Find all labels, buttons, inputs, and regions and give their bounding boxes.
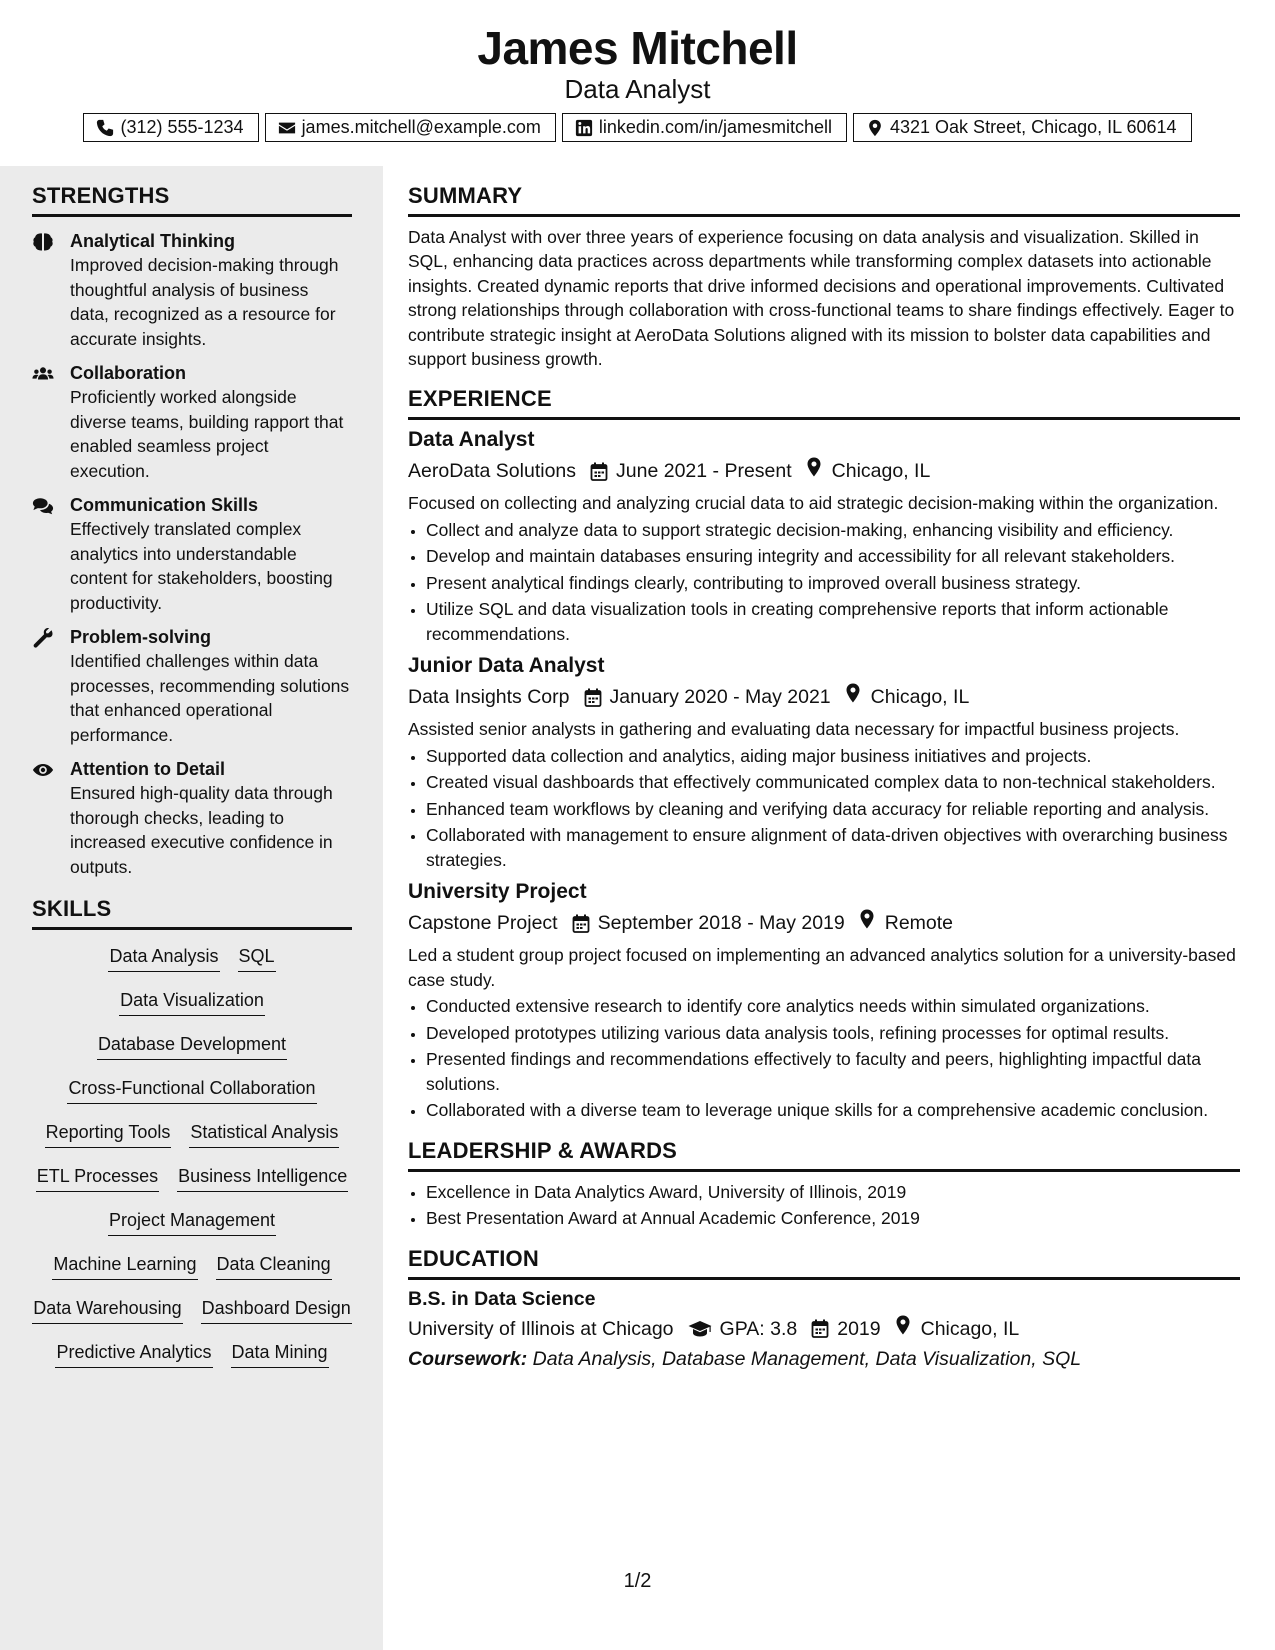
coursework <box>408 1345 1240 1373</box>
job-title: Junior Data Analyst <box>408 654 605 678</box>
strength-item <box>32 361 352 483</box>
list-item: • Collect and analyze data to support strategic decision-making, enhancing visibility and efficiency. <box>426 518 1240 543</box>
job-bullets <box>408 744 1240 873</box>
job-company: AeroData Solutions <box>408 460 577 483</box>
resume-header <box>0 0 1275 166</box>
contact-bar <box>0 113 1275 142</box>
list-item: • Presented findings and recommendations effectively to faculty and peers, highlighting impactful data solutions. <box>426 1047 1240 1096</box>
list-item: • Best Presentation Award at Annual Academic Conference, 2019 <box>426 1206 1240 1231</box>
skill-tag: Data Cleaning <box>216 1252 332 1280</box>
map-pin-icon <box>845 683 861 703</box>
contact-email-text: james.mitchell@example.com <box>301 117 541 137</box>
list-item: • Enhanced team workflows by cleaning and verifying data accuracy for reliable reporting and analysis. <box>426 797 1240 822</box>
job-meta <box>408 909 1240 937</box>
envelope-icon <box>278 119 296 137</box>
education-meta <box>408 1315 1240 1343</box>
skill-tag: Database Development <box>97 1032 287 1060</box>
strength-description: Improved decision-making through thoughtful analysis of business data, recognized as a resource for accurate insights. <box>70 255 339 349</box>
eye-icon <box>32 760 54 780</box>
education-section <box>408 1245 1240 1373</box>
skill-tag: Data Mining <box>231 1340 329 1368</box>
skill-tag: Project Management <box>108 1208 276 1236</box>
strength-title: Communication Skills <box>70 495 259 515</box>
contact-email[interactable] <box>265 113 556 142</box>
job-entry <box>408 878 1240 1123</box>
skill-tag: Dashboard Design <box>201 1296 352 1324</box>
awards-section <box>408 1137 1240 1231</box>
job-location: Remote <box>884 912 954 935</box>
skill-tag: Predictive Analytics <box>55 1340 212 1368</box>
contact-linkedin[interactable] <box>562 113 847 142</box>
calendar-icon <box>811 1319 829 1338</box>
job-dates: June 2021 - Present <box>616 460 792 483</box>
main-content <box>408 166 1240 1373</box>
school-location: Chicago, IL <box>920 1317 1020 1340</box>
candidate-name: James Mitchell <box>477 22 798 74</box>
strength-title: Problem-solving <box>70 627 212 647</box>
list-item: • Developed prototypes utilizing various data analysis tools, refining processes for optimal results. <box>426 1021 1240 1046</box>
job-company: Data Insights Corp <box>408 686 570 709</box>
job-location: Chicago, IL <box>831 460 931 483</box>
list-item: • Collaborated with a diverse team to leverage unique skills for a comprehensive academic conclusion. <box>426 1098 1240 1123</box>
contact-linkedin-text: linkedin.com/in/jamesmitchell <box>598 117 832 137</box>
page-number: 1/2 <box>623 1570 652 1592</box>
contact-address-text: 4321 Oak Street, Chicago, IL 60614 <box>890 117 1177 137</box>
job-meta <box>408 683 1240 711</box>
skill-tag: Reporting Tools <box>45 1120 172 1148</box>
skill-tag: Data Visualization <box>119 988 265 1016</box>
job-title: University Project <box>408 880 587 904</box>
awards-heading: LEADERSHIP & AWARDS <box>408 1137 1240 1172</box>
experience-heading: EXPERIENCE <box>408 385 1240 420</box>
candidate-title: Data Analyst <box>564 74 711 104</box>
degree-title: B.S. in Data Science <box>408 1287 596 1310</box>
skill-tag: Data Analysis <box>108 944 219 972</box>
list-item: • Created visual dashboards that effectively communicated complex data to non-technical stakeholders. <box>426 770 1240 795</box>
list-item: • Excellence in Data Analytics Award, University of Illinois, 2019 <box>426 1180 1240 1205</box>
strengths-heading: STRENGTHS <box>32 182 352 217</box>
skill-tag: SQL <box>238 944 276 972</box>
strength-description: Identified challenges within data processes, recommending solutions that enhanced operational performance. <box>70 651 350 745</box>
map-pin-icon <box>859 909 875 929</box>
skill-tag: Statistical Analysis <box>189 1120 339 1148</box>
graduation-cap-icon <box>688 1320 712 1338</box>
coursework-label: Coursework: <box>408 1347 528 1370</box>
experience-section <box>408 385 1240 1123</box>
job-location: Chicago, IL <box>870 686 970 709</box>
map-pin-icon <box>895 1315 911 1335</box>
job-company: Capstone Project <box>408 912 558 935</box>
skill-tag: Cross-Functional Collaboration <box>67 1076 316 1104</box>
contact-address[interactable] <box>853 113 1192 142</box>
skill-tag: ETL Processes <box>36 1164 159 1192</box>
job-description: Led a student group project focused on implementing an advanced analytics solution for a university-based case study. <box>408 945 1236 990</box>
sidebar <box>0 166 383 1650</box>
job-bullets <box>408 994 1240 1123</box>
contact-phone[interactable] <box>83 113 258 142</box>
brain-icon <box>32 232 54 252</box>
list-item: • Utilize SQL and data visualization tools in creating comprehensive reports that inform actionable recommendations. <box>426 597 1240 646</box>
calendar-icon <box>584 688 602 707</box>
list-item: • Collaborated with management to ensure alignment of data-driven objectives with overarching business strategies. <box>426 823 1240 872</box>
job-bullets <box>408 518 1240 647</box>
linkedin-icon <box>575 119 593 137</box>
map-pin-icon <box>866 119 884 137</box>
strength-description: Proficiently worked alongside diverse teams, building rapport that enabled seamless project execution. <box>70 387 344 481</box>
school-name: University of Illinois at Chicago <box>408 1317 674 1340</box>
skills-heading: SKILLS <box>32 895 352 930</box>
strength-item <box>32 229 352 351</box>
job-entry <box>408 652 1240 872</box>
summary-section <box>408 182 1240 371</box>
wrench-icon <box>32 628 54 648</box>
coursework-list: Data Analysis, Database Management, Data Visualization, SQL <box>532 1347 1082 1370</box>
education-heading: EDUCATION <box>408 1245 1240 1280</box>
list-item: • Conducted extensive research to identify core analytics needs within simulated organizations. <box>426 994 1240 1019</box>
strength-title: Collaboration <box>70 363 186 383</box>
awards-list <box>408 1180 1240 1231</box>
job-dates: September 2018 - May 2019 <box>597 912 845 935</box>
summary-text: Data Analyst with over three years of experience focusing on data analysis and visualization. Skilled in SQL, enhancing data practices across departments while transforming complex datasets into actionable insights. Created dynamic reports that drive informed decisions and operational improvements. Cultivated strong relationships through collaboration with cross-functional teams to share findings effectively. Eager to contribute strategic insight at AeroData Solutions aligned with its mission to bolster data capabilities and support business growth. <box>408 227 1235 370</box>
job-description: Assisted senior analysts in gathering and evaluating data necessary for impactful business projects. <box>408 719 1180 740</box>
skills-list <box>32 944 352 1368</box>
strength-description: Effectively translated complex analytics into understandable content for stakeholders, boosting productivity. <box>70 519 333 613</box>
strength-item <box>32 757 352 879</box>
job-title: Data Analyst <box>408 428 535 452</box>
strength-title: Analytical Thinking <box>70 231 236 251</box>
list-item: • Develop and maintain databases ensuring integrity and accessibility for all relevant stakeholders. <box>426 544 1240 569</box>
job-meta <box>408 457 1240 485</box>
gpa: GPA: 3.8 <box>719 1317 798 1340</box>
skill-tag: Data Warehousing <box>32 1296 182 1324</box>
comments-icon <box>32 496 54 516</box>
skill-tag: Machine Learning <box>52 1252 197 1280</box>
skill-tag: Business Intelligence <box>177 1164 348 1192</box>
strength-title: Attention to Detail <box>70 759 225 779</box>
job-dates: January 2020 - May 2021 <box>609 686 831 709</box>
strength-item <box>32 493 352 615</box>
strength-description: Ensured high-quality data through thorough checks, leading to increased executive confidence in outputs. <box>70 783 333 877</box>
calendar-icon <box>572 914 590 933</box>
strength-item <box>32 625 352 747</box>
job-entry <box>408 426 1240 646</box>
list-item: • Supported data collection and analytics, aiding major business initiatives and projects. <box>426 744 1240 769</box>
job-description: Focused on collecting and analyzing crucial data to aid strategic decision-making within the organization. <box>408 493 1219 514</box>
calendar-icon <box>590 462 608 481</box>
phone-icon <box>96 119 114 137</box>
users-icon <box>32 364 54 384</box>
summary-heading: SUMMARY <box>408 182 1240 217</box>
map-pin-icon <box>806 457 822 477</box>
contact-phone-text: (312) 555-1234 <box>120 117 244 137</box>
list-item: • Present analytical findings clearly, contributing to improved overall business strategy. <box>426 571 1240 596</box>
graduation-year: 2019 <box>837 1317 881 1340</box>
